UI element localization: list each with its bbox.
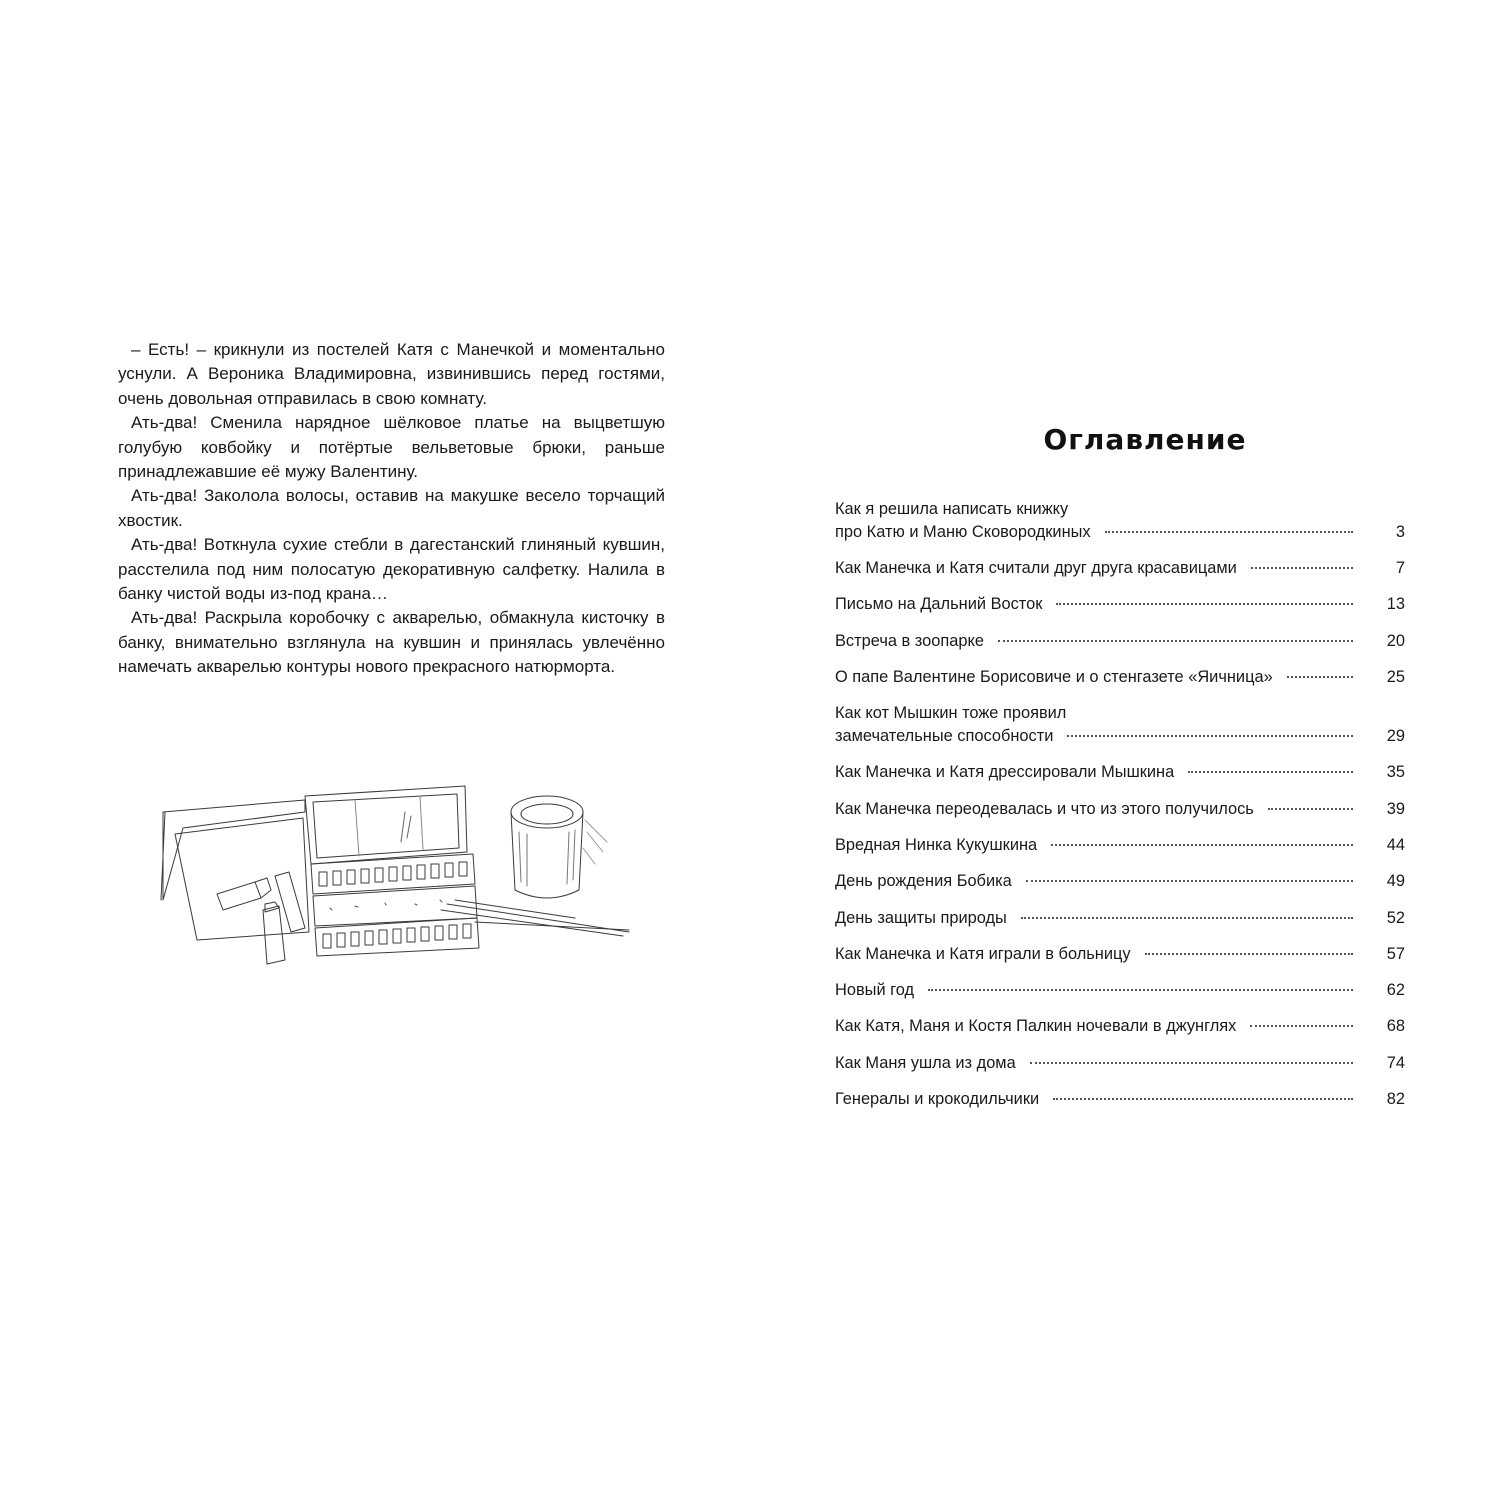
toc-dot-leader [1067, 735, 1353, 737]
toc-entry-title: Как Маня ушла из дома [835, 1053, 1016, 1072]
toc-entry[interactable] [835, 870, 1405, 893]
toc-entry-row [835, 630, 1405, 653]
toc-entry[interactable] [835, 1052, 1405, 1075]
paint-box-lid [305, 786, 467, 864]
toc-entry-title: День рождения Бобика [835, 872, 1012, 891]
toc-entry[interactable] [835, 557, 1405, 580]
watercolor-set-illustration [155, 772, 635, 972]
water-jar [511, 796, 607, 898]
toc-entry-title: Как Катя, Маня и Костя Палкин ночевали в джунглях [835, 1017, 1237, 1036]
toc-entry-title: замечательные способности [835, 727, 1054, 746]
toc-entry-title: Новый год [835, 981, 915, 1000]
toc-entry-title: Генералы и крокодильчики [835, 1090, 1040, 1109]
toc-entry-title: Как Манечка переодевалась и что из этого получилось [835, 799, 1254, 818]
toc-entry-row [835, 1015, 1405, 1038]
toc-entry-title: Вредная Нинка Кукушкина [835, 835, 1038, 854]
toc-entry-title: Как Манечка и Катя дрессировали Мышкина [835, 763, 1175, 782]
toc-entry-row [835, 979, 1405, 1002]
toc-dot-leader [1250, 1025, 1353, 1027]
toc-page-number: 29 [1386, 727, 1405, 746]
toc-entry-row [835, 666, 1405, 689]
toc-entry[interactable] [835, 1015, 1405, 1038]
toc-entry[interactable] [835, 630, 1405, 653]
toc-entry[interactable] [835, 666, 1405, 689]
paint-box-palette-bottom [315, 918, 479, 956]
toc-dot-leader [1268, 808, 1353, 810]
toc-entry-row [835, 870, 1405, 893]
toc-dot-leader [1026, 880, 1353, 882]
toc-page-number: 39 [1386, 799, 1405, 818]
toc-entry-row [835, 834, 1405, 857]
toc-page-number: 3 [1395, 522, 1405, 541]
toc-entry-title: Встреча в зоопарке [835, 631, 984, 650]
toc-page-number: 62 [1386, 981, 1405, 1000]
toc-entry-title: О папе Валентине Борисовиче и о стенгазете «Яичница» [835, 667, 1273, 686]
toc-page-number: 13 [1386, 595, 1405, 614]
toc-page-number: 20 [1386, 631, 1405, 650]
toc-entry-row [835, 725, 1405, 748]
toc-list [835, 498, 1405, 1111]
toc-entry-row [835, 1052, 1405, 1075]
paragraph: Ать-два! Воткнула сухие стебли в дагестанский глиняный кувшин, расстелила под ним полосатую декоративную салфетку. Налила в банку чистой воды из-под крана… [118, 535, 665, 604]
toc-dot-leader [1021, 917, 1353, 919]
toc-entry-row [835, 1088, 1405, 1111]
toc-dot-leader [1030, 1062, 1353, 1064]
paint-tubes [217, 872, 305, 964]
toc-page-number: 52 [1386, 908, 1405, 927]
left-page [118, 338, 665, 680]
toc-entry[interactable] [835, 979, 1405, 1002]
toc-dot-leader [998, 640, 1353, 642]
toc-page-number: 35 [1386, 763, 1405, 782]
toc-entry-row [835, 798, 1405, 821]
toc-entry[interactable] [835, 498, 1405, 544]
toc-dot-leader [1105, 531, 1353, 533]
toc-dot-leader [1056, 603, 1353, 605]
toc-dot-leader [1145, 953, 1353, 955]
paragraph: Ать-два! Раскрыла коробочку с акварелью, обмакнула кисточку в банку, внимательно взглянула на кувшин и принялась увлечённо намечать акварелью контуры нового прекрасного натюрморта. [118, 608, 665, 677]
toc-entry-title-line: Как я решила написать книжку [835, 500, 1069, 518]
toc-dot-leader [1251, 567, 1353, 569]
toc-entry-title: Как Манечка и Катя считали друг друга красавицами [835, 559, 1237, 578]
toc-page-number: 7 [1395, 559, 1405, 578]
toc-entry-row [835, 557, 1405, 580]
toc-entry-title: День защиты природы [835, 908, 1007, 927]
toc-dot-leader [1188, 771, 1353, 773]
toc-title: Оглавление [1043, 423, 1247, 456]
paragraph: Ать-два! Сменила нарядное шёлковое платье на выцветшую голубую ковбойку и потёртые вельветовые брюки, раньше принадлежавшие её мужу Валентину. [118, 413, 665, 482]
toc-page-number: 49 [1386, 872, 1405, 891]
toc-entry[interactable] [835, 702, 1405, 748]
toc-page-number: 44 [1386, 835, 1405, 854]
toc-entry-row [835, 907, 1405, 930]
toc-entry[interactable] [835, 593, 1405, 616]
toc-entry-row [835, 943, 1405, 966]
toc-page-number: 68 [1386, 1017, 1405, 1036]
toc-entry-row [835, 593, 1405, 616]
toc-entry-title: Как Манечка и Катя играли в больницу [835, 944, 1131, 963]
toc-entry[interactable] [835, 798, 1405, 821]
toc-entry-title-line: Как кот Мышкин тоже проявил [835, 704, 1067, 723]
toc-entry-title: про Катю и Маню Сковородкиных [835, 522, 1091, 541]
toc-dot-leader [1287, 676, 1353, 678]
toc-entry[interactable] [835, 1088, 1405, 1111]
toc-dot-leader [1051, 844, 1353, 846]
toc-entry-row [835, 521, 1405, 544]
toc-entry[interactable] [835, 943, 1405, 966]
toc-entry[interactable] [835, 834, 1405, 857]
toc-entry[interactable] [835, 761, 1405, 784]
toc-entry-title: Письмо на Дальний Восток [835, 595, 1043, 614]
right-page [835, 420, 1405, 1124]
toc-entry-row [835, 761, 1405, 784]
toc-dot-leader [1053, 1098, 1353, 1100]
toc-dot-leader [928, 989, 1353, 991]
toc-page-number: 25 [1386, 667, 1405, 686]
toc-entry[interactable] [835, 907, 1405, 930]
paragraph: – Есть! – крикнули из постелей Катя с Манечкой и моментально уснули. А Вероника Владимировна, извинившись перед гостями, очень довольная отправилась в свою комнату. [118, 340, 665, 408]
toc-page-number: 82 [1386, 1090, 1405, 1109]
story-text [118, 338, 665, 680]
toc-page-number: 74 [1386, 1053, 1405, 1072]
toc-page-number: 57 [1386, 944, 1405, 963]
paragraph: Ать-два! Заколола волосы, оставив на макушке весело торчащий хвостик. [118, 486, 665, 530]
